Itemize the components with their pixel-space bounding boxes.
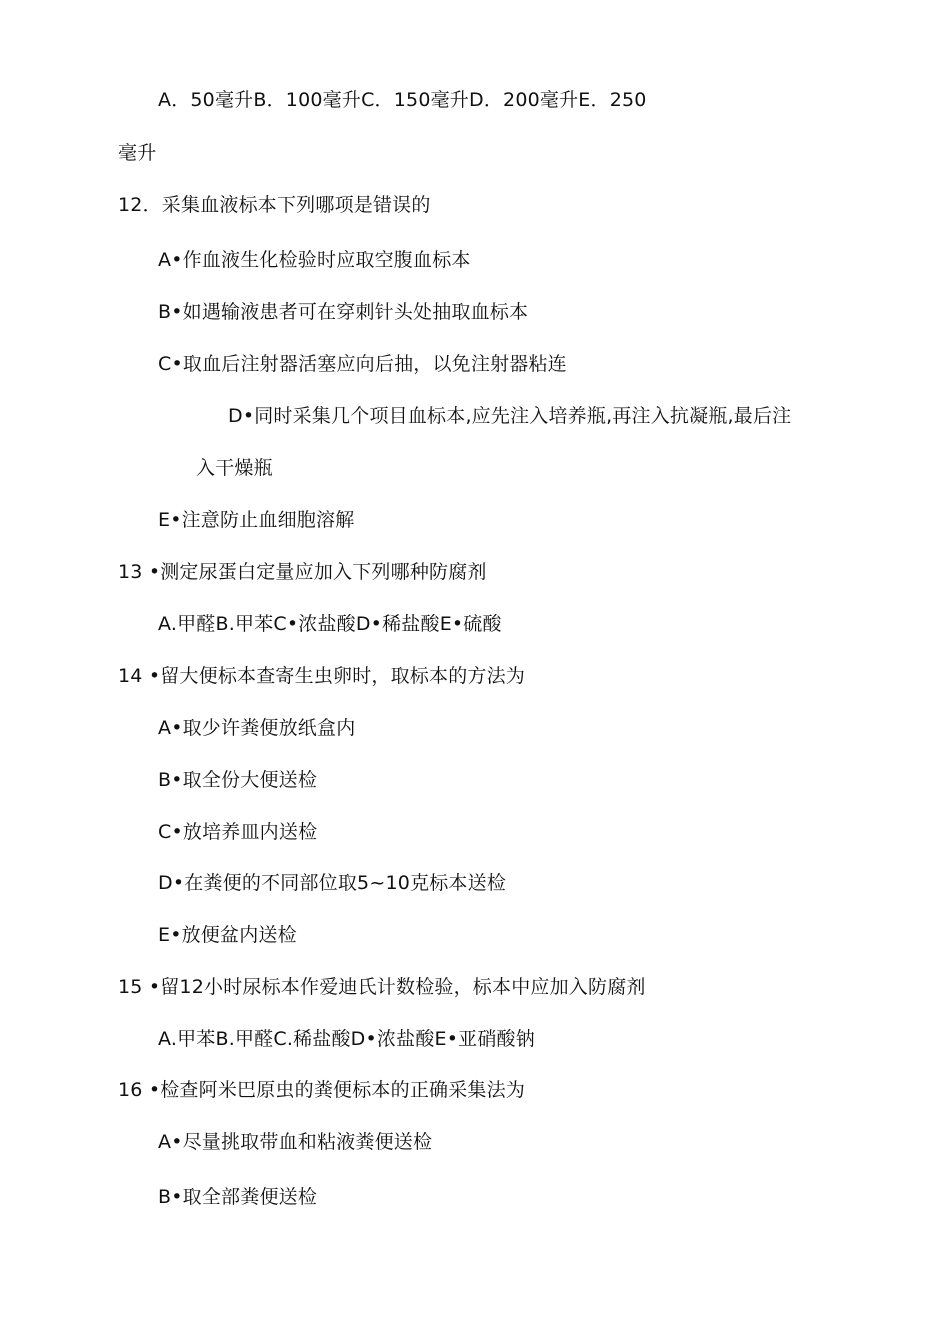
q12-option-b: B•如遇输液患者可在穿刺针头处抽取血标本 bbox=[158, 301, 529, 323]
q12-option-a: A•作血液生化检验时应取空腹血标本 bbox=[158, 249, 471, 271]
question-12: 12．采集血液标本下列哪项是错误的 bbox=[118, 194, 431, 216]
q16-option-b: B•取全部粪便送检 bbox=[158, 1186, 318, 1208]
q15-options-line: A.甲苯B.甲醛C.稀盐酸D•浓盐酸E•亚硝酸钠 bbox=[158, 1028, 535, 1050]
question-14: 14 •留大便标本查寄生虫卵时，取标本的方法为 bbox=[118, 665, 526, 687]
q14-option-a: A•取少许粪便放纸盒内 bbox=[158, 717, 356, 739]
question-13: 13 •测定尿蛋白定量应加入下列哪种防腐剂 bbox=[118, 561, 487, 583]
q12-option-d-continuation: 入干燥瓶 bbox=[196, 457, 273, 479]
q13-options-line: A.甲醛B.甲苯C•浓盐酸D•稀盐酸E•硫酸 bbox=[158, 613, 502, 635]
q16-option-a: A•尽量挑取带血和粘液粪便送检 bbox=[158, 1131, 433, 1153]
q14-option-d: D•在粪便的不同部位取5~10克标本送检 bbox=[158, 872, 507, 894]
question-16: 16 •检查阿米巴原虫的粪便标本的正确采集法为 bbox=[118, 1079, 526, 1101]
q12-option-c: C•取血后注射器活塞应向后抽，以免注射器粘连 bbox=[158, 353, 567, 375]
q12-option-e: E•注意防止血细胞溶解 bbox=[158, 509, 355, 531]
q14-option-c: C•放培养皿内送检 bbox=[158, 821, 318, 843]
q14-option-e: E•放便盆内送检 bbox=[158, 924, 297, 946]
q14-option-b: B•取全份大便送检 bbox=[158, 769, 318, 791]
question-15: 15 •留12小时尿标本作爱迪氏计数检验，标本中应加入防腐剂 bbox=[118, 976, 646, 998]
q11-options-line: A．50毫升B．100毫升C．150毫升D．200毫升E．250 bbox=[158, 89, 647, 111]
q11-options-continuation: 毫升 bbox=[118, 142, 157, 164]
q12-option-d: D•同时采集几个项目血标本,应先注入培养瓶,再注入抗凝瓶,最后注 bbox=[228, 405, 792, 427]
